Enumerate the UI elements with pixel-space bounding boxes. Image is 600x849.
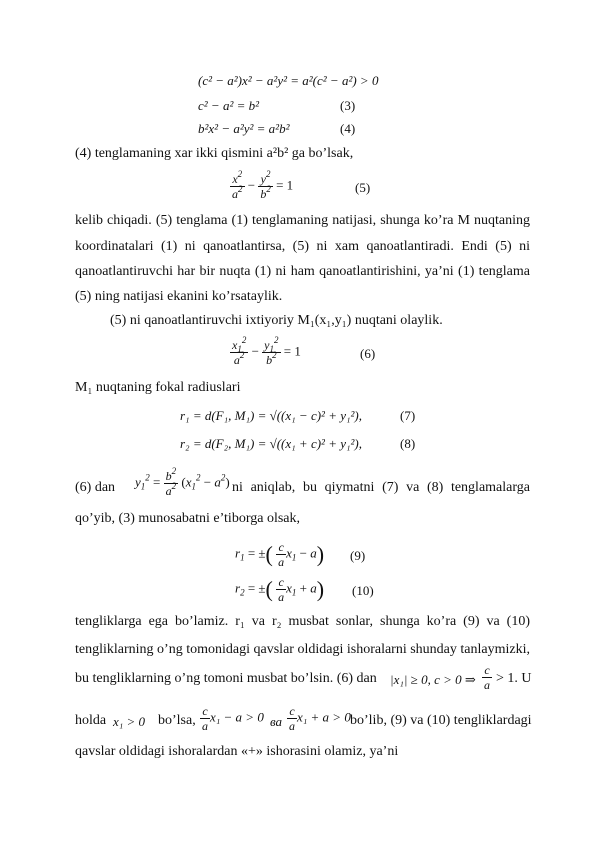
paragraph-focal-radii: M₁ nuqtaning fokal radiuslari [75,380,241,395]
paragraph-arbitrary-point: (5) ni qanoatlantiruvchi ixtiyoriy M₁(x₁,y₁) nuqtani olaylik. [110,313,443,328]
equation-8: r₂ = d(F₂, M₁) = √((x₁ + c)² + y₁²), [180,436,362,451]
equation-5-number: (5) [355,180,371,195]
word-va: ва [270,714,283,729]
equation-3: c² − a² = b² [198,98,260,113]
paragraph-line: koordinatalari (1) ni qanoatlantirsa, (5) ni xam qanoatlantiradi. Endi (5) ni [75,239,530,254]
paragraph-hence: bo’lib, (9) va (10) tengliklardagi [350,713,532,728]
equation-7: r₁ = d(F₁, M₁) = √((x₁ − c)² + y₁²), [180,408,362,423]
equation-x1-positive: x₁ > 0 [113,714,146,729]
paragraph-divide: (4) tenglamaning xar ikki qismini a²b² ga bo’lsak, [75,146,354,161]
equation-4-number: (4) [340,121,356,136]
equation-y1-squared: $y_1^2$ = $\frac{b^2}{a^2}$ $(x_1^2 - a^2)$ [135,466,230,498]
equation-5: $\frac{x^2}{a^2}$ − $\frac{y^2}{b^2}$ = 1 [232,169,294,201]
equation-7-number: (7) [400,408,416,423]
equation-ineq-plus: $\frac{c}{a}$ x₁ + a > 0 [289,704,351,733]
equation-ineq-minus: $\frac{c}{a}$ x₁ − a > 0 [202,704,264,733]
equation-6-number: (6) [360,346,376,361]
equation-6: $\frac{x_1^2}{a^2}$ − $\frac{y_1^2}{b^2}$ = 1 [232,335,301,367]
equation-abs-x1: |x₁| ≥ 0, c > 0 ⇒ [390,672,476,687]
equation-main: (c² − a²)x² − a²y² = a²(c² − a²) > 0 [198,73,379,88]
paragraph-substitute-end: ni aniqlab, bu qiymatni (7) va (8) tenglamalarga [232,480,530,495]
equation-9-number: (9) [350,548,366,563]
equation-3-number: (3) [340,98,356,113]
equation-4: b²x² − a²y² = a²b² [198,121,290,136]
equation-9: $r_1$ = ±( $\frac{c}{a}$ $x_1 - a$) [235,540,325,569]
paragraph-line: tengliklarning o’ng tomonidagi qavslar oldidagi ishoralarni shunday tanlaymizki, [75,642,530,657]
equation-10-number: (10) [352,583,374,598]
paragraph-sign-choice: qavslar oldidagi ishoralardan «+» ishorasini olamiz, ya’ni [75,744,399,759]
paragraph-line-end: > 1. U [496,671,532,686]
equation-10: $r_2$ = ±( $\frac{c}{a}$ $x_1 + a$) [235,575,325,604]
paragraph-then: holda [75,713,107,728]
paragraph-line: kelib chiqadi. (5) tenglama (1) tenglamaning natijasi, shunga ko’ra M nuqtaning [75,213,530,228]
paragraph-relation: qo’yib, (3) munosabatni e’tiborga olsak, [75,511,300,526]
paragraph-if: bo’lsa, [158,713,196,728]
equation-8-number: (8) [400,436,416,451]
paragraph-line: qanoatlantiruvchi har bir nuqta (1) ni ham qanoatlantirishini, ya’ni (1) tenglama [75,264,530,279]
equation-c-over-a: $\frac{c}{a}$ [484,663,490,692]
paragraph-line-start: bu tengliklarning o’ng tomoni musbat bo’lsin. (6) dan [75,671,377,686]
paragraph-line: tengliklarga ega bo’lamiz. r₁ va r₂ musbat sonlar, shunga ko’ra (9) va (10) [75,614,530,629]
paragraph-line: (5) ning natijasi ekanini ko’rsataylik. [75,289,283,304]
paragraph-substitute-start: (6) dan [75,480,116,495]
